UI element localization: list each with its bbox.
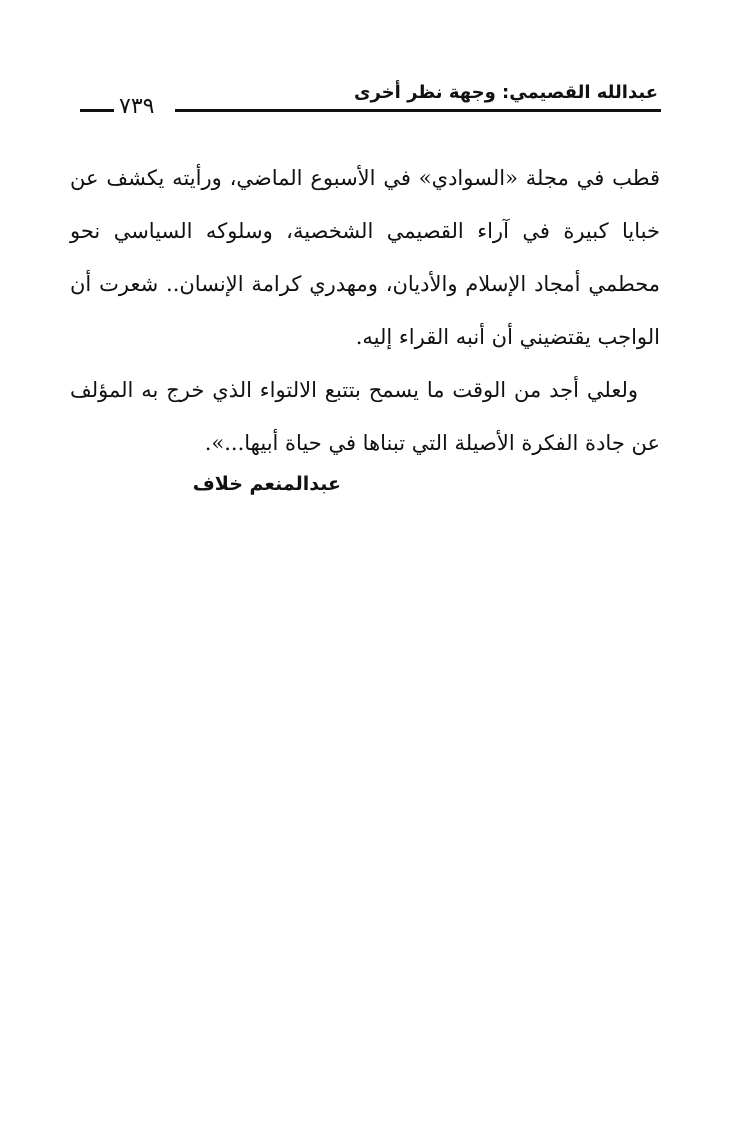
body-text (70, 152, 660, 470)
page-header (0, 0, 736, 140)
page-number: ٧٣٩ (119, 94, 155, 119)
header-rule (175, 109, 661, 112)
running-title: عبدالله القصيمي: وجهة نظر أخرى (353, 82, 658, 103)
paragraph: ولعلي أجد من الوقت ما يسمح بتتبع الالتواء الذي خرج به المؤلف عن جادة الفكرة الأصيلة التي تبناها في حياة أبيها...». (70, 378, 660, 455)
author-signature: عبدالمنعم خلاف (192, 473, 341, 495)
paragraph: قطب في مجلة «السوادي» في الأسبوع الماضي، ورأيته يكشف عن خبايا كبيرة في آراء القصيمي الشخصية، وسلوكه السياسي نحو محطمي أمجاد الإسلام والأديان، ومهدري كرامة الإنسان.. شعرت أن الواجب يقتضيني أن أنبه القراء إليه. (70, 166, 660, 349)
page-number-rule (80, 109, 114, 112)
